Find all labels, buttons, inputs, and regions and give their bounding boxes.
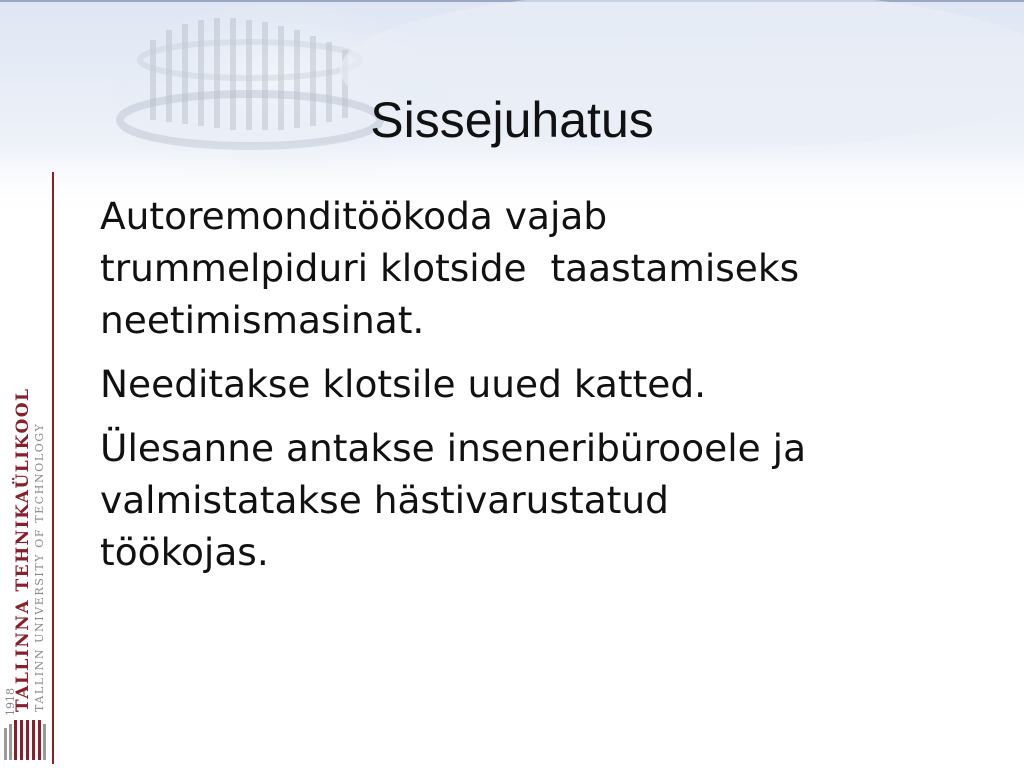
slide-body: [100, 190, 960, 590]
paragraph-line: töökojas.: [100, 530, 269, 574]
logo-name: TALLINNA TEHNIKAÜLIKOOL: [13, 387, 33, 712]
logo-year: 1918: [4, 688, 17, 716]
paragraph-line: neetimismasinat.: [100, 298, 425, 342]
paragraph-line: Ülesanne antakse inseneribürooele ja: [100, 426, 807, 470]
paragraph-line: Autoremonditöökoda vajab: [100, 194, 608, 238]
paragraph-line: Needitakse klotsile uued katted.: [100, 362, 707, 406]
paragraph-2: [100, 358, 960, 410]
slide-title: Sissejuhatus: [370, 92, 654, 148]
logo-emblem-icon: [2, 718, 48, 762]
paragraph-3: [100, 422, 960, 578]
paragraph-line: trummelpiduri klotside taastamiseks: [100, 246, 800, 290]
logo-subtitle: TALLINN UNIVERSITY OF TECHNOLOGY: [33, 422, 46, 712]
vertical-divider: [52, 172, 54, 764]
paragraph-1: [100, 190, 960, 346]
paragraph-line: valmistatakse hästivarustatud: [100, 478, 669, 522]
